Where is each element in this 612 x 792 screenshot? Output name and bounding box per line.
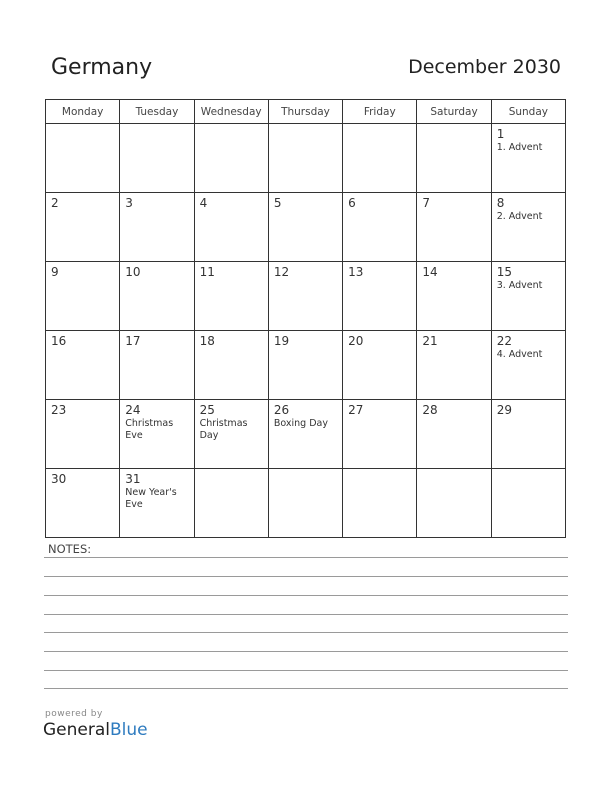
- note-line: [44, 614, 568, 615]
- day-cell: [268, 331, 342, 400]
- day-number: 11: [199, 265, 215, 279]
- day-cell: [120, 400, 194, 469]
- calendar-week-row: [46, 262, 566, 331]
- note-line: [44, 595, 568, 596]
- holiday-label: New Year's Eve: [125, 487, 177, 510]
- day-cell: [268, 262, 342, 331]
- day-number: 8: [496, 196, 505, 210]
- weekday-header: Thursday: [268, 100, 342, 124]
- day-number: 31: [125, 472, 141, 486]
- calendar-week-row: [46, 331, 566, 400]
- day-cell: [46, 262, 120, 331]
- day-cell: [46, 124, 120, 193]
- day-cell: [343, 331, 417, 400]
- holiday-label: Christmas Eve: [125, 418, 174, 441]
- day-cell: [417, 469, 491, 538]
- day-number: 14: [422, 265, 438, 279]
- day-cell: [120, 469, 194, 538]
- day-cell: [491, 262, 565, 331]
- weekday-header: Sunday: [491, 100, 565, 124]
- day-cell: [120, 262, 194, 331]
- calendar-body: [46, 124, 566, 538]
- day-number: 12: [273, 265, 290, 279]
- note-line: [44, 651, 568, 652]
- day-cell: [491, 124, 565, 193]
- brand-blue: Blue: [110, 720, 148, 740]
- day-number: 20: [348, 334, 364, 348]
- day-cell: [343, 262, 417, 331]
- note-line: [44, 576, 568, 577]
- weekday-header: Monday: [46, 100, 120, 124]
- holiday-label: 4. Advent: [496, 349, 543, 360]
- notes-label: NOTES:: [48, 542, 92, 556]
- day-number: 21: [422, 334, 438, 348]
- day-cell: [268, 400, 342, 469]
- calendar-week-row: [46, 469, 566, 538]
- note-line: [44, 688, 568, 689]
- day-number: 7: [422, 196, 431, 210]
- day-cell: [194, 124, 268, 193]
- day-cell: [46, 331, 120, 400]
- day-cell: [417, 262, 491, 331]
- holiday-label: 2. Advent: [496, 211, 543, 222]
- brand-logo: [43, 720, 148, 740]
- day-cell: [268, 193, 342, 262]
- country-title: Germany: [51, 55, 153, 80]
- day-cell: [120, 193, 194, 262]
- day-number: 19: [273, 334, 290, 348]
- calendar-week-row: [46, 193, 566, 262]
- day-number: 25: [199, 403, 215, 417]
- day-cell: [417, 400, 491, 469]
- day-number: 18: [199, 334, 215, 348]
- day-cell: [194, 400, 268, 469]
- day-cell: [343, 193, 417, 262]
- day-cell: [343, 469, 417, 538]
- day-number: 3: [125, 196, 133, 210]
- day-number: 4: [199, 196, 208, 210]
- weekday-header: Tuesday: [120, 100, 194, 124]
- day-cell: [491, 193, 565, 262]
- day-cell: [343, 124, 417, 193]
- day-cell: [194, 331, 268, 400]
- day-cell: [120, 331, 194, 400]
- day-number: 24: [125, 403, 141, 417]
- calendar-week-row: [46, 400, 566, 469]
- day-number: 16: [51, 334, 67, 348]
- day-number: 29: [496, 403, 512, 417]
- day-number: 1: [496, 127, 505, 141]
- calendar-grid: [45, 99, 566, 538]
- brand-general: General: [43, 720, 110, 740]
- day-number: 13: [348, 265, 364, 279]
- note-line: [44, 632, 568, 633]
- holiday-label: Christmas Day: [199, 418, 248, 441]
- day-number: 17: [125, 334, 141, 348]
- holiday-label: 3. Advent: [496, 280, 543, 291]
- day-cell: [491, 331, 565, 400]
- day-number: 2: [51, 196, 59, 210]
- weekday-header: Wednesday: [194, 100, 268, 124]
- day-cell: [194, 469, 268, 538]
- day-cell: [46, 469, 120, 538]
- day-cell: [46, 400, 120, 469]
- day-number: 26: [273, 403, 290, 417]
- day-cell: [343, 400, 417, 469]
- calendar-week-row: [46, 124, 566, 193]
- day-cell: [120, 124, 194, 193]
- day-cell: [417, 193, 491, 262]
- weekday-header: Friday: [343, 100, 417, 124]
- holiday-label: Boxing Day: [273, 418, 328, 429]
- day-cell: [491, 469, 565, 538]
- day-number: 27: [348, 403, 364, 417]
- day-cell: [194, 262, 268, 331]
- holiday-label: 1. Advent: [496, 142, 543, 153]
- powered-by-text: powered by: [45, 709, 103, 719]
- month-title: December 2030: [408, 56, 561, 78]
- note-line: [44, 670, 568, 671]
- day-cell: [491, 400, 565, 469]
- day-cell: [417, 124, 491, 193]
- day-number: 6: [348, 196, 356, 210]
- day-number: 22: [496, 334, 512, 348]
- note-line: [44, 557, 568, 558]
- day-number: 30: [51, 472, 67, 486]
- day-number: 10: [125, 265, 141, 279]
- day-number: 9: [51, 265, 59, 279]
- day-cell: [194, 193, 268, 262]
- day-cell: [268, 469, 342, 538]
- day-number: 23: [51, 403, 67, 417]
- day-number: 5: [273, 196, 282, 210]
- day-cell: [268, 124, 342, 193]
- weekday-header-row: [46, 100, 566, 124]
- weekday-header: Saturday: [417, 100, 491, 124]
- day-cell: [417, 331, 491, 400]
- day-cell: [46, 193, 120, 262]
- day-number: 28: [422, 403, 438, 417]
- day-number: 15: [496, 265, 512, 279]
